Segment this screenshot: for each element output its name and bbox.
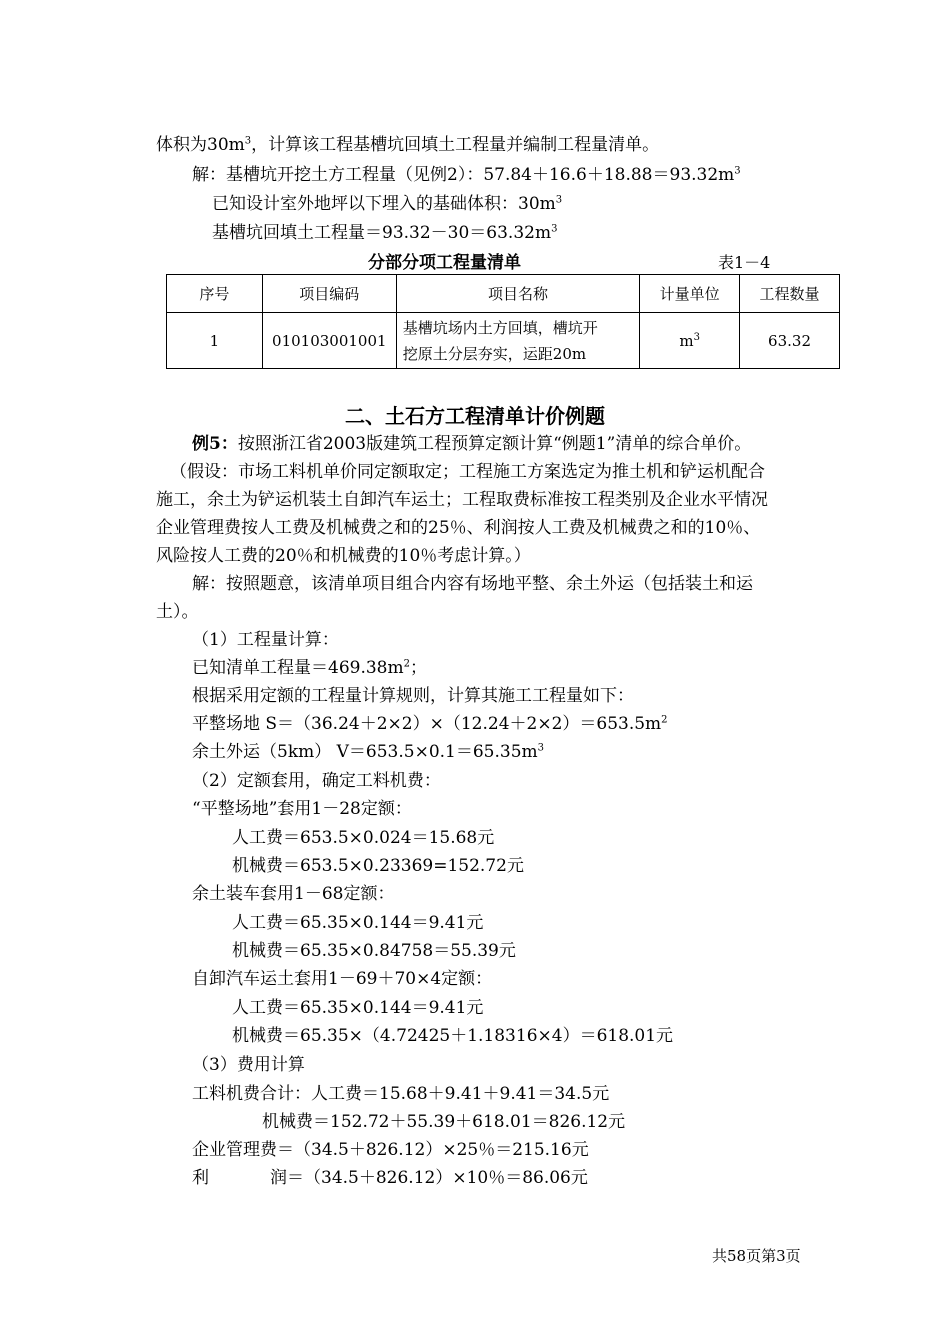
step2-a-labor: 人工费＝653.5×0.024＝15.68元	[232, 828, 495, 848]
step2-title: （2）定额套用，确定工料机费：	[192, 771, 441, 791]
step1-area: 平整场地 $S=(36.24+2\times 2)\times(12.24+2\times 2)=653.5m^2$	[192, 714, 668, 734]
example-line	[192, 432, 751, 456]
header-no: 序号	[167, 275, 263, 313]
step2-b-head: 余土装车套用1－68定额：	[192, 884, 395, 904]
step2-a-head: “平整场地”套用1－28定额：	[192, 799, 412, 819]
cell-name-line-1: 基槽坑场内土方回填，槽坑开	[402, 318, 598, 337]
step3-profit: 润＝（34.5＋826.12）×10％＝86.06元	[270, 1168, 588, 1188]
assumption-line-1: （假设：市场工料机单价同定额取定；工程施工方案选定为推土机和铲运机配合	[170, 462, 765, 482]
header-unit: 计量单位	[640, 275, 740, 313]
step3-title: （3）费用计算	[192, 1055, 305, 1075]
example-label: 例5：	[192, 434, 238, 454]
header-quantity: 工程数量	[740, 275, 840, 313]
assumption-line-3: 企业管理费按人工费及机械费之和的25％、利润按人工费及机械费之和的10％、	[156, 518, 761, 538]
cell-name	[396, 313, 639, 369]
step2-b-machine: 机械费＝65.35×0.84758＝55.39元	[232, 941, 516, 961]
header-name: 项目名称	[396, 275, 639, 313]
solution-line-1: 解：按照题意，该清单项目组合内容有场地平整、余土外运（包括装土和运	[192, 574, 753, 594]
step2-a-machine: 机械费＝653.5×0.23369=152.72元	[232, 856, 524, 876]
step1-volume: 余土外运（5km） $V=653.5\times 0.1=65.35m^3$	[192, 742, 545, 762]
quantity-table	[166, 274, 840, 369]
cell-code: 010103001001	[262, 313, 396, 369]
intro-line-3: 已知设计室外地坪以下埋入的基础体积：$30m^3$	[212, 194, 563, 214]
step3-total: 工料机费合计：人工费＝15.68＋9.41＋9.41＝34.5元	[192, 1084, 610, 1104]
step1-title: （1）工程量计算：	[192, 630, 339, 650]
cell-quantity: 63.32	[740, 313, 840, 369]
page-footer: 共58页第3页	[712, 1247, 801, 1265]
step2-c-labor: 人工费＝65.35×0.144＝9.41元	[232, 998, 484, 1018]
step1-known: 已知清单工程量$=469.38m^2$；	[192, 658, 427, 678]
example-text: 按照浙江省2003版建筑工程预算定额计算“例题1”清单的综合单价。	[237, 434, 752, 454]
step3-profit-label: 利	[192, 1168, 209, 1188]
step2-c-machine: 机械费＝65.35×（4.72425＋1.18316×4）＝618.01元	[232, 1026, 674, 1046]
cell-unit: $m^3$	[640, 313, 740, 369]
assumption-line-2: 施工，余土为铲运机装土自卸汽车运土；工程取费标准按工程类别及企业水平情况	[156, 490, 768, 510]
intro-line-4: 基槽坑回填土工程量$=93.32-30=63.32m^3$	[212, 223, 558, 243]
table-number: 表1－4	[718, 253, 771, 272]
step3-machine: 机械费＝152.72＋55.39＋618.01＝826.12元	[262, 1112, 626, 1132]
table-header-row	[167, 275, 840, 313]
step1-rule: 根据采用定额的工程量计算规则，计算其施工工程量如下：	[192, 686, 634, 706]
header-code: 项目编码	[262, 275, 396, 313]
assumption-line-4: 风险按人工费的20％和机械费的10％考虑计算。）	[156, 546, 531, 566]
intro-line-1: 体积为$30m^3$，计算该工程基槽坑回填土工程量并编制工程量清单。	[156, 135, 660, 155]
step3-mgmt: 企业管理费＝（34.5＋826.12）×25％＝215.16元	[192, 1140, 589, 1160]
intro-line-2: 解：基槽坑开挖土方工程量（见例2）：$57.84+16.6+18.88=93.32m^3$	[192, 165, 741, 185]
table-caption: 分部分项工程量清单	[368, 253, 521, 273]
cell-name-line-2: 挖原土分层夯实，运距20m	[402, 344, 587, 363]
step2-b-labor: 人工费＝65.35×0.144＝9.41元	[232, 913, 484, 933]
solution-line-2: 土）。	[156, 602, 199, 622]
section-title: 二、土石方工程清单计价例题	[345, 404, 605, 428]
table-row	[167, 313, 840, 369]
cell-no: 1	[167, 313, 263, 369]
step2-c-head: 自卸汽车运土套用1－69＋70×4定额：	[192, 969, 493, 989]
